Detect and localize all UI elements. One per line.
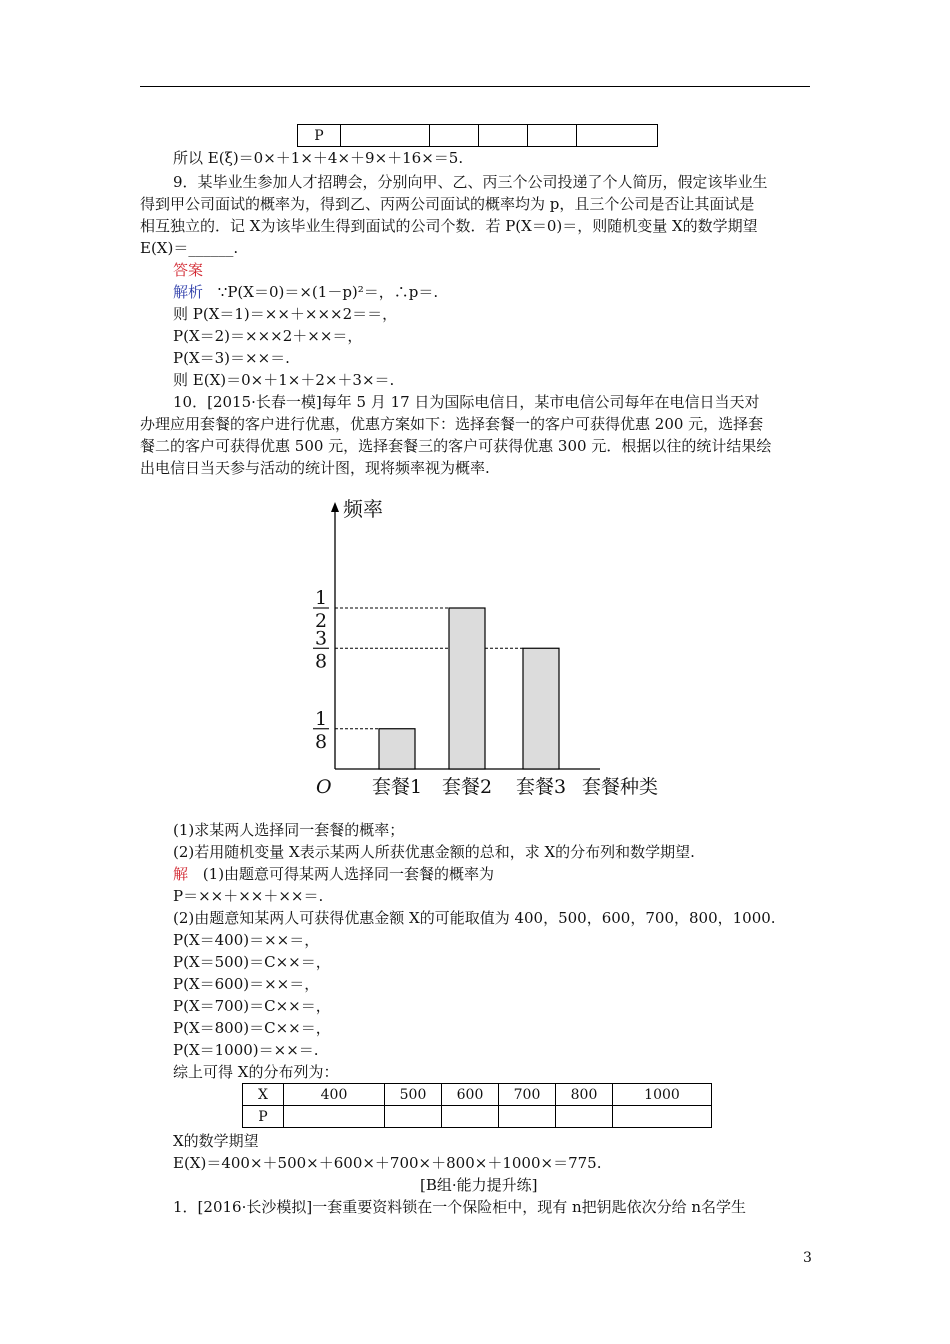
distribution-table xyxy=(242,1083,712,1128)
ytick-numerator-1: 1 xyxy=(314,587,328,609)
ytick-numerator-3: 1 xyxy=(314,707,328,730)
text-line: 出电信日当天参与活动的统计图，现将频率视为概率. xyxy=(140,459,490,477)
text-line: P＝××＋××＋××＝. xyxy=(173,887,324,905)
header-rule xyxy=(140,86,810,87)
text-line: E(X)＝400×＋500×＋600×＋700×＋800×＋1000×＝775. xyxy=(173,1154,602,1172)
bar-1 xyxy=(379,729,415,769)
table-cell xyxy=(613,1106,712,1128)
text-line: P(X＝600)＝××＝， xyxy=(173,975,320,993)
text-line: 10．[2015·长春一模]每年 5 月 17 日为国际电信日，某市电信公司每年在电信日当天对 xyxy=(173,393,760,411)
solution-label: 解 xyxy=(173,865,189,883)
table-cell xyxy=(341,125,430,147)
table-cell xyxy=(499,1106,556,1128)
table-cell xyxy=(528,125,577,147)
section-title: [B组·能力提升练] xyxy=(420,1176,538,1194)
table-cell: P xyxy=(243,1106,284,1128)
table-cell xyxy=(442,1106,499,1128)
x-axis-label: 套餐种类 xyxy=(582,776,659,798)
table-cell xyxy=(430,125,479,147)
ytick-denominator-3: 8 xyxy=(314,730,328,753)
text-line: 则 E(X)＝0×＋1×＋2×＋3×＝. xyxy=(173,371,395,389)
text-line: P(X＝800)＝C××＝， xyxy=(173,1019,331,1037)
solution-line xyxy=(173,864,494,884)
analysis-text: ∵P(X＝0)＝×(1－p)²＝，∴p＝. xyxy=(217,283,439,301)
text-line: (1)求某两人选择同一套餐的概率； xyxy=(173,821,405,839)
text-line: P(X＝2)＝×××2＋××＝， xyxy=(173,327,363,345)
table-row xyxy=(243,1084,712,1106)
ytick-denominator-1: 2 xyxy=(314,610,328,632)
solution-text: (1)由题意可得某两人选择同一套餐的概率为 xyxy=(202,865,495,883)
answer-label: 答案 xyxy=(173,261,204,279)
category-label-2: 套餐2 xyxy=(441,776,493,798)
text-line: 得到甲公司面试的概率为，得到乙、丙两公司面试的概率均为 p，且三个公司是否让其面试是 xyxy=(140,195,755,213)
text-line: P(X＝400)＝××＝， xyxy=(173,931,320,949)
table-header-cell: 500 xyxy=(385,1084,442,1106)
table-row xyxy=(243,1106,712,1128)
table-cell xyxy=(577,125,658,147)
category-label-3: 套餐3 xyxy=(515,776,567,798)
text-line: P(X＝700)＝C××＝， xyxy=(173,997,331,1015)
text-line: 1．[2016·长沙模拟]一套重要资料锁在一个保险柜中，现有 n把钥匙依次分给 n名学生 xyxy=(173,1198,747,1216)
table-header-cell: 800 xyxy=(556,1084,613,1106)
frequency-bar-chart xyxy=(300,490,680,805)
bar-2 xyxy=(449,608,485,769)
table-header-cell: 700 xyxy=(499,1084,556,1106)
text-line: E(X)＝______. xyxy=(140,239,239,257)
text-line: 综上可得 X的分布列为： xyxy=(173,1063,339,1081)
text-line: 则 P(X＝1)＝××＋×××2＝＝， xyxy=(173,305,398,323)
origin-label: O xyxy=(316,776,332,798)
table-cell xyxy=(284,1106,385,1128)
table-cell xyxy=(556,1106,613,1128)
text-line: P(X＝1000)＝××＝. xyxy=(173,1041,319,1059)
text-line: 相互独立的．记 X为该毕业生得到面试的公司个数．若 P(X＝0)＝，则随机变量 X的数学期望 xyxy=(140,217,758,235)
table-cell: P xyxy=(298,125,341,147)
analysis-line xyxy=(173,282,438,302)
text-line: 9．某毕业生参加人才招聘会，分别向甲、乙、丙三个公司投递了个人简历，假定该毕业生 xyxy=(173,173,768,191)
bar-3 xyxy=(523,648,559,769)
table-header-cell: 600 xyxy=(442,1084,499,1106)
ytick-numerator-2: 3 xyxy=(314,627,328,650)
table-cell xyxy=(385,1106,442,1128)
analysis-label: 解析 xyxy=(173,283,204,301)
category-label-1: 套餐1 xyxy=(371,776,423,798)
y-axis-label: 频率 xyxy=(343,497,383,521)
text-line: 餐二的客户可获得优惠 500 元，选择套餐三的客户可获得优惠 300 元．根据以往的统计结果绘 xyxy=(140,437,772,455)
ytick-denominator-2: 8 xyxy=(314,650,328,673)
text-line: X的数学期望 xyxy=(173,1132,259,1150)
distribution-table-top xyxy=(297,124,658,147)
page-number: 3 xyxy=(803,1250,812,1266)
text-line: 所以 E(ξ)＝0×＋1×＋4×＋9×＋16×＝5. xyxy=(173,149,464,167)
table-cell xyxy=(479,125,528,147)
y-axis-arrow xyxy=(331,502,339,512)
table-header-cell: 1000 xyxy=(613,1084,712,1106)
text-line: P(X＝500)＝C××＝， xyxy=(173,953,331,971)
text-line: (2)由题意知某两人可获得优惠金额 X的可能取值为 400，500，600，700，800，1000. xyxy=(173,909,776,927)
table-header-cell: 400 xyxy=(284,1084,385,1106)
table-header-cell: X xyxy=(243,1084,284,1106)
text-line: (2)若用随机变量 X表示某两人所获优惠金额的总和，求 X的分布列和数学期望. xyxy=(173,843,695,861)
text-line: 办理应用套餐的客户进行优惠，优惠方案如下：选择套餐一的客户可获得优惠 200 元，选择套 xyxy=(140,415,764,433)
text-line: P(X＝3)＝××＝. xyxy=(173,349,290,367)
